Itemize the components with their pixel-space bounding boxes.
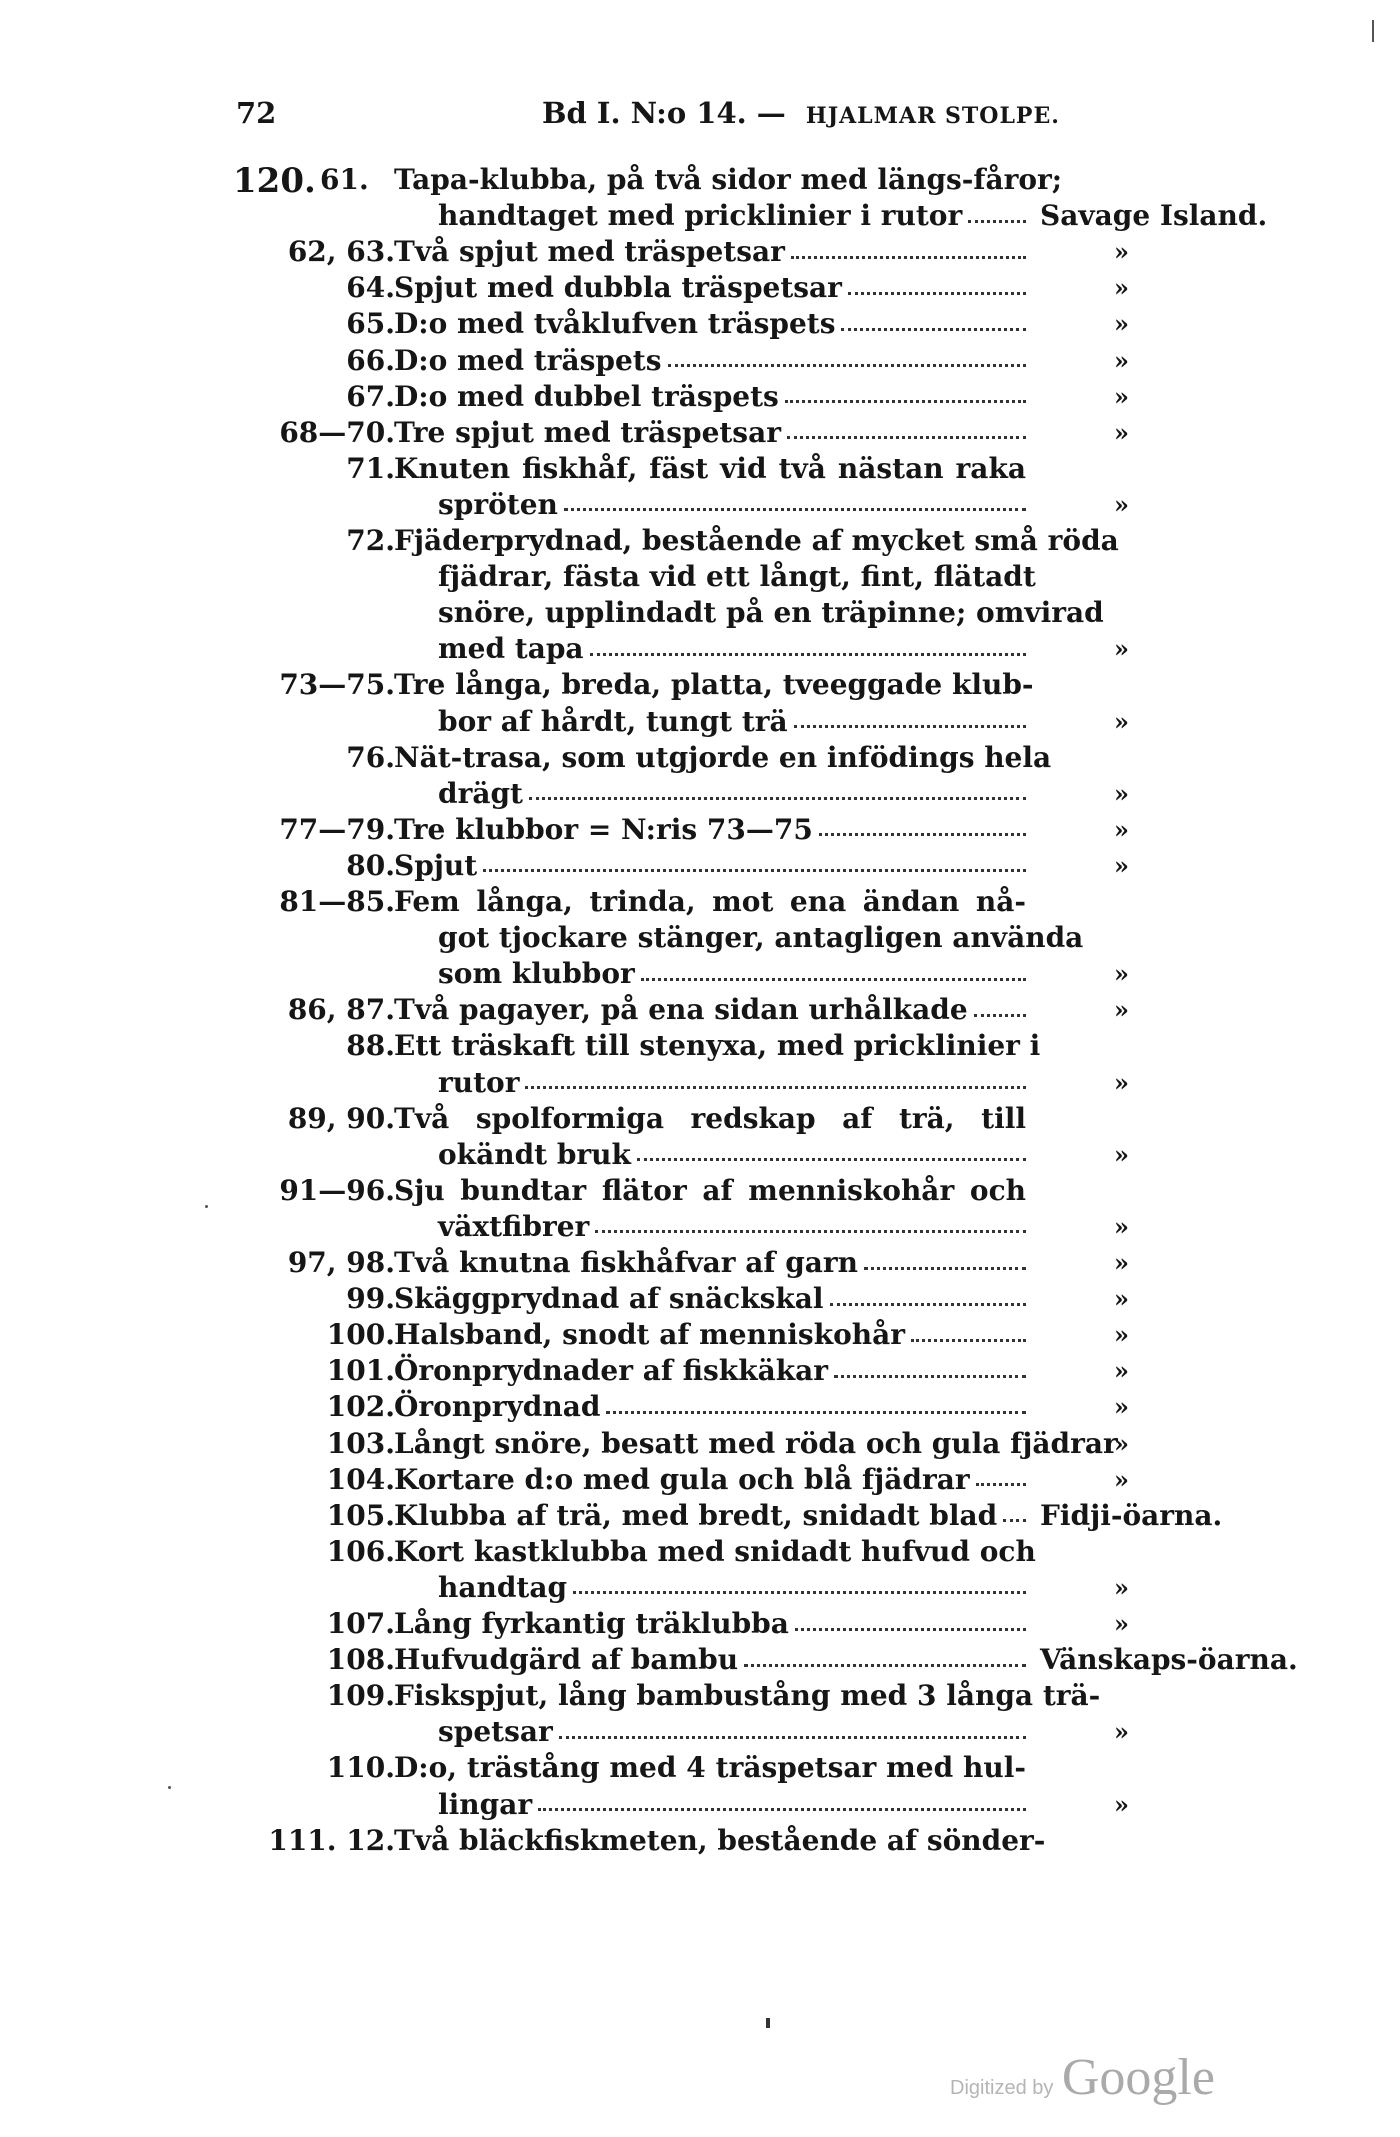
entry-text: D:o med tvåklufven träspets: [394, 307, 836, 341]
entry-number: 109.: [326, 1679, 395, 1713]
entry-number: 91—96.: [279, 1173, 395, 1207]
entry-text: Hufvudgärd af bambu: [394, 1643, 739, 1677]
entry-description: [438, 956, 1026, 992]
entry-line: [0, 379, 1400, 415]
entry-line: [0, 451, 1400, 487]
ditto-mark: »: [1114, 309, 1129, 339]
leader-dots: [637, 1158, 1026, 1161]
location-name: Fidji-öarna.: [1040, 1498, 1223, 1532]
ditto-mark: »: [1114, 814, 1129, 844]
entry-description: [394, 1101, 1026, 1137]
leader-dots: [791, 256, 1026, 259]
entry-number: 103.: [326, 1426, 395, 1460]
entry-description: [438, 559, 1036, 595]
entry-line: [0, 1389, 1400, 1425]
entry-line: [0, 1462, 1400, 1498]
entry-line: [0, 1173, 1400, 1209]
entry-line: [0, 162, 1400, 198]
ditto-mark: »: [1114, 995, 1129, 1025]
leader-dots: [976, 1483, 1026, 1486]
entry-number: 77—79.: [279, 812, 395, 846]
entry-description: [394, 162, 1063, 198]
page-number: 72: [236, 96, 277, 130]
leader-dots: [559, 1736, 1026, 1739]
entry-text: Ett träskaft till stenyxa, med pricklinier i: [394, 1029, 1041, 1063]
ditto-mark: »: [1114, 850, 1129, 880]
entry-description: [394, 523, 1119, 559]
entry-text: D:o med dubbel träspets: [394, 379, 779, 413]
entry-line: [0, 776, 1400, 812]
entry-text: Öronprydnader af fiskkäkar: [394, 1354, 829, 1388]
entry-line: [0, 1823, 1400, 1859]
entry-description: [394, 1389, 1026, 1425]
entry-line: [0, 1028, 1400, 1064]
entry-description: [394, 667, 1034, 703]
entry-number: 110.: [326, 1751, 395, 1785]
entry-line: [0, 667, 1400, 703]
leader-dots: [668, 364, 1027, 367]
ditto-mark: »: [1114, 1609, 1129, 1638]
entry-line: [0, 523, 1400, 559]
leader-dots: [606, 1411, 1026, 1414]
entry-line: [0, 1678, 1400, 1714]
entry-text: fjädrar, fästa vid ett långt, fint, flätadt: [438, 560, 1036, 594]
entry-description: [394, 415, 1026, 451]
leader-dots: [641, 978, 1026, 981]
entry-description: [394, 343, 1026, 379]
entry-text: Nät-trasa, som utgjorde en infödings hela: [394, 740, 1052, 774]
entry-text: Tapa-klubba, på två sidor med längs-fåror;: [394, 163, 1063, 196]
entry-description: [438, 487, 1026, 523]
entry-line: [0, 1281, 1400, 1317]
entry-description: [394, 884, 1026, 920]
entry-description: [438, 595, 1104, 631]
entry-description: [394, 1678, 1101, 1714]
entry-line: [0, 1534, 1400, 1570]
entry-line: [0, 1137, 1400, 1173]
leader-dots: [564, 508, 1026, 511]
entry-text: Lång fyrkantig träklubba: [394, 1607, 789, 1640]
ditto-mark: »: [1114, 1067, 1129, 1097]
entry-line: [0, 487, 1400, 523]
ditto-mark: »: [1114, 1789, 1129, 1819]
leader-dots: [968, 220, 1026, 223]
entry-text: Spjut med dubbla träspetsar: [394, 271, 842, 305]
entry-text: D:o med träspets: [394, 343, 662, 377]
entry-description: [438, 1209, 1026, 1245]
ditto-mark: »: [1114, 706, 1129, 736]
entry-description: [394, 848, 1026, 884]
entry-number: 81—85.: [279, 885, 395, 918]
entry-line: [0, 1750, 1400, 1786]
entry-text: Tre långa, breda, platta, tveeggade klub-: [394, 668, 1034, 702]
entry-line: [0, 1101, 1400, 1137]
leader-dots: [785, 400, 1026, 403]
entry-text: Tre spjut med träspetsar: [394, 415, 781, 449]
footer-mark: [766, 2018, 770, 2028]
entry-number: 73—75.: [279, 668, 395, 702]
entry-description: [394, 1750, 1026, 1786]
scan-speck: [1372, 20, 1374, 42]
entry-description: [438, 1714, 1026, 1750]
entry-description: [438, 1137, 1026, 1173]
entry-number: 101.: [326, 1354, 395, 1388]
entry-text: Skäggprydnad af snäckskal: [394, 1282, 824, 1316]
entry-line: [0, 1570, 1400, 1606]
entry-number: 106.: [326, 1534, 395, 1568]
entry-number: 108.: [326, 1643, 395, 1677]
leader-dots: [841, 328, 1026, 331]
leader-dots: [573, 1591, 1026, 1594]
entry-line: [0, 848, 1400, 884]
leader-dots: [595, 1230, 1026, 1233]
entry-text: lingar: [438, 1787, 533, 1821]
entry-description: [438, 920, 1084, 956]
leader-dots: [795, 1628, 1026, 1631]
entry-text: som klubbor: [438, 957, 635, 991]
entry-description: [394, 1245, 1026, 1281]
entry-number: 80.: [346, 848, 395, 882]
entry-description: [394, 306, 1026, 342]
entry-description: [394, 740, 1052, 776]
ditto-mark: »: [1114, 1211, 1129, 1241]
leader-dots: [848, 292, 1026, 295]
entry-text: Två knutna fiskhåfvar af garn: [394, 1246, 859, 1279]
ditto-mark: »: [1114, 1139, 1129, 1169]
entry-line: [0, 920, 1400, 956]
leader-dots: [794, 725, 1026, 728]
digitized-by-watermark: [950, 2048, 1215, 2107]
entry-description: [438, 1570, 1026, 1606]
entry-number: 67.: [346, 379, 395, 413]
scan-speck: [168, 1786, 171, 1789]
entry-text: rutor: [438, 1065, 520, 1099]
entry-number: 76.: [346, 740, 395, 774]
leader-dots: [830, 1303, 1026, 1306]
entry-number: 97, 98.: [287, 1246, 395, 1279]
entry-text: drägt: [438, 776, 523, 810]
entry-description: [394, 1642, 1026, 1678]
entry-line: [0, 992, 1400, 1028]
entry-line: [0, 1209, 1400, 1245]
entry-description: [438, 198, 1026, 234]
entry-description: [394, 1028, 1041, 1064]
entry-line: [0, 1317, 1400, 1353]
entry-text: spetsar: [438, 1715, 553, 1749]
ditto-mark: »: [1114, 1717, 1129, 1747]
entry-description: [394, 234, 1026, 270]
entry-text: Fem långa, trinda, mot ena ändan nå-: [394, 885, 1026, 918]
entry-description: [394, 1606, 1026, 1642]
entry-description: [438, 776, 1026, 812]
entry-description: [438, 1787, 1026, 1823]
leader-dots: [525, 1086, 1026, 1089]
entry-text: Tre klubbor = N:ris 73—75: [394, 812, 813, 846]
entry-text: med tapa: [438, 632, 584, 666]
ditto-mark: »: [1114, 1248, 1129, 1277]
entry-line: [0, 1787, 1400, 1823]
entry-line: [0, 270, 1400, 306]
ditto-mark: »: [1114, 1356, 1129, 1386]
entry-text: okändt bruk: [438, 1137, 631, 1171]
entry-text: Halsband, snodt af menniskohår: [394, 1318, 906, 1352]
entry-number: 65.: [346, 307, 395, 341]
entry-line: [0, 306, 1400, 342]
entry-text: Långt snöre, besatt med röda och gula fjädrar: [394, 1426, 1118, 1460]
entry-text: Två bläckfiskmeten, bestående af sönder-: [394, 1823, 1046, 1857]
leader-dots: [787, 436, 1026, 439]
entry-line: [0, 415, 1400, 451]
entry-line: [0, 1498, 1400, 1534]
entry-text: handtag: [438, 1570, 568, 1604]
entry-description: [394, 1426, 1118, 1462]
leader-dots: [974, 1014, 1026, 1017]
ditto-mark: »: [1114, 634, 1129, 664]
entry-text: got tjockare stänger, antagligen använda: [438, 921, 1084, 955]
entry-description: [394, 992, 1026, 1028]
entry-number: 88.: [346, 1029, 395, 1063]
ditto-mark: »: [1114, 417, 1129, 447]
entry-line: [0, 1606, 1400, 1642]
entry-text: handtaget med pricklinier i rutor: [438, 199, 963, 233]
entry-description: [394, 451, 1026, 487]
entry-line: [0, 740, 1400, 776]
entry-text: Fjäderprydnad, bestående af mycket små röda: [394, 524, 1119, 557]
entry-line: [0, 956, 1400, 992]
entry-description: [438, 631, 1026, 667]
leader-dots: [529, 797, 1026, 800]
entry-number: 107.: [326, 1607, 395, 1640]
entry-number: 102.: [326, 1390, 395, 1424]
ditto-mark: »: [1114, 489, 1129, 519]
entry-line: [0, 631, 1400, 667]
entry-text: bor af hårdt, tungt trä: [438, 704, 788, 738]
leader-dots: [744, 1664, 1026, 1667]
entry-description: [438, 1065, 1026, 1101]
entry-text: Öronprydnad: [394, 1390, 601, 1424]
entry-text: växtfibrer: [438, 1209, 590, 1243]
entry-text: Spjut: [394, 848, 478, 882]
leader-dots: [911, 1339, 1026, 1342]
ditto-mark: »: [1114, 345, 1129, 375]
leader-dots: [1003, 1519, 1026, 1522]
entry-description: [394, 1462, 1026, 1498]
entry-description: [394, 1823, 1046, 1859]
entry-text: Knuten fiskhåf, fäst vid två nästan raka: [394, 451, 1026, 485]
entry-text: Två pagayer, på ena sidan urhålkade: [394, 993, 968, 1027]
ditto-mark: »: [1114, 1572, 1129, 1602]
leader-dots: [483, 869, 1026, 872]
entry-line: [0, 1353, 1400, 1389]
entry-number: 71.: [346, 451, 395, 485]
entry-text: spröten: [438, 487, 558, 521]
ditto-mark: »: [1114, 1428, 1129, 1458]
ditto-mark: »: [1114, 1392, 1129, 1422]
entry-text: Sju bundtar flätor af menniskohår och: [394, 1173, 1026, 1207]
entry-description: [394, 1173, 1026, 1209]
leader-dots: [819, 833, 1026, 836]
entry-description: [394, 1281, 1026, 1317]
ditto-mark: »: [1114, 1320, 1129, 1350]
entry-number: 64.: [346, 271, 395, 305]
entry-number: 86, 87.: [287, 993, 395, 1027]
leader-dots: [538, 1808, 1026, 1811]
entry-number: 100.: [326, 1318, 395, 1352]
entry-description: [394, 270, 1026, 306]
entry-description: [438, 704, 1026, 740]
entry-number: 105.: [326, 1498, 395, 1532]
entry-text: Kortare d:o med gula och blå fjädrar: [394, 1462, 970, 1496]
entry-text: Två spolformiga redskap af trä, till: [394, 1101, 1026, 1135]
entry-line: [0, 595, 1400, 631]
entry-line: [0, 884, 1400, 920]
entry-description: [394, 1498, 1026, 1534]
leader-dots: [834, 1375, 1026, 1378]
entry-number: 68—70.: [279, 415, 395, 449]
ditto-mark: »: [1114, 273, 1129, 303]
entry-line: [0, 704, 1400, 740]
entry-number: 111. 12.: [268, 1823, 395, 1857]
entry-description: [394, 812, 1026, 848]
digitized-by-label: Digitized by: [950, 2077, 1054, 2099]
entry-number: 89, 90.: [287, 1101, 395, 1135]
entry-line: [0, 343, 1400, 379]
entry-number: 99.: [346, 1282, 395, 1316]
location-name: Vänskaps-öarna.: [1040, 1643, 1298, 1677]
entry-line: [0, 198, 1400, 234]
entry-line: [0, 559, 1400, 595]
ditto-mark: »: [1114, 1464, 1129, 1494]
entry-number: 61.: [320, 163, 369, 196]
entry-text: Kort kastklubba med snidadt hufvud och: [394, 1534, 1036, 1568]
entry-text: D:o, trästång med 4 träspetsar med hul-: [394, 1751, 1026, 1785]
entry-description: [394, 1534, 1036, 1570]
entry-line: [0, 1245, 1400, 1281]
entry-number: 104.: [326, 1462, 395, 1496]
entry-line: [0, 1642, 1400, 1678]
catalogue-group-number: 120.: [233, 161, 316, 201]
author-name: HJALMAR STOLPE.: [805, 103, 1060, 129]
entry-description: [394, 379, 1026, 415]
entry-line: [0, 1714, 1400, 1750]
location-name: Savage Island.: [1040, 199, 1268, 233]
volume-reference: Bd I. N:o 14. —: [542, 96, 786, 130]
entry-text: Klubba af trä, med bredt, snidadt blad: [394, 1498, 998, 1532]
ditto-mark: »: [1114, 381, 1129, 411]
entry-line: [0, 234, 1400, 270]
entry-text: Fiskspjut, lång bambustång med 3 långa trä-: [394, 1679, 1101, 1713]
entry-description: [394, 1353, 1026, 1389]
leader-dots: [864, 1267, 1026, 1270]
entry-text: Två spjut med träspetsar: [394, 235, 785, 269]
entry-line: [0, 812, 1400, 848]
scan-speck: [205, 1205, 208, 1208]
entry-line: [0, 1065, 1400, 1101]
entry-line: [0, 1426, 1400, 1462]
leader-dots: [590, 653, 1026, 656]
ditto-mark: »: [1114, 1284, 1129, 1314]
ditto-mark: »: [1114, 237, 1129, 267]
entry-number: 62, 63.: [287, 235, 395, 269]
entry-number: 72.: [346, 524, 395, 557]
ditto-mark: »: [1114, 959, 1129, 989]
google-logo: Google: [1061, 2049, 1215, 2106]
entry-text: snöre, upplindadt på en träpinne; omvirad: [438, 596, 1104, 630]
ditto-mark: »: [1114, 778, 1129, 808]
entry-description: [394, 1317, 1026, 1353]
entry-number: 66.: [346, 343, 395, 377]
